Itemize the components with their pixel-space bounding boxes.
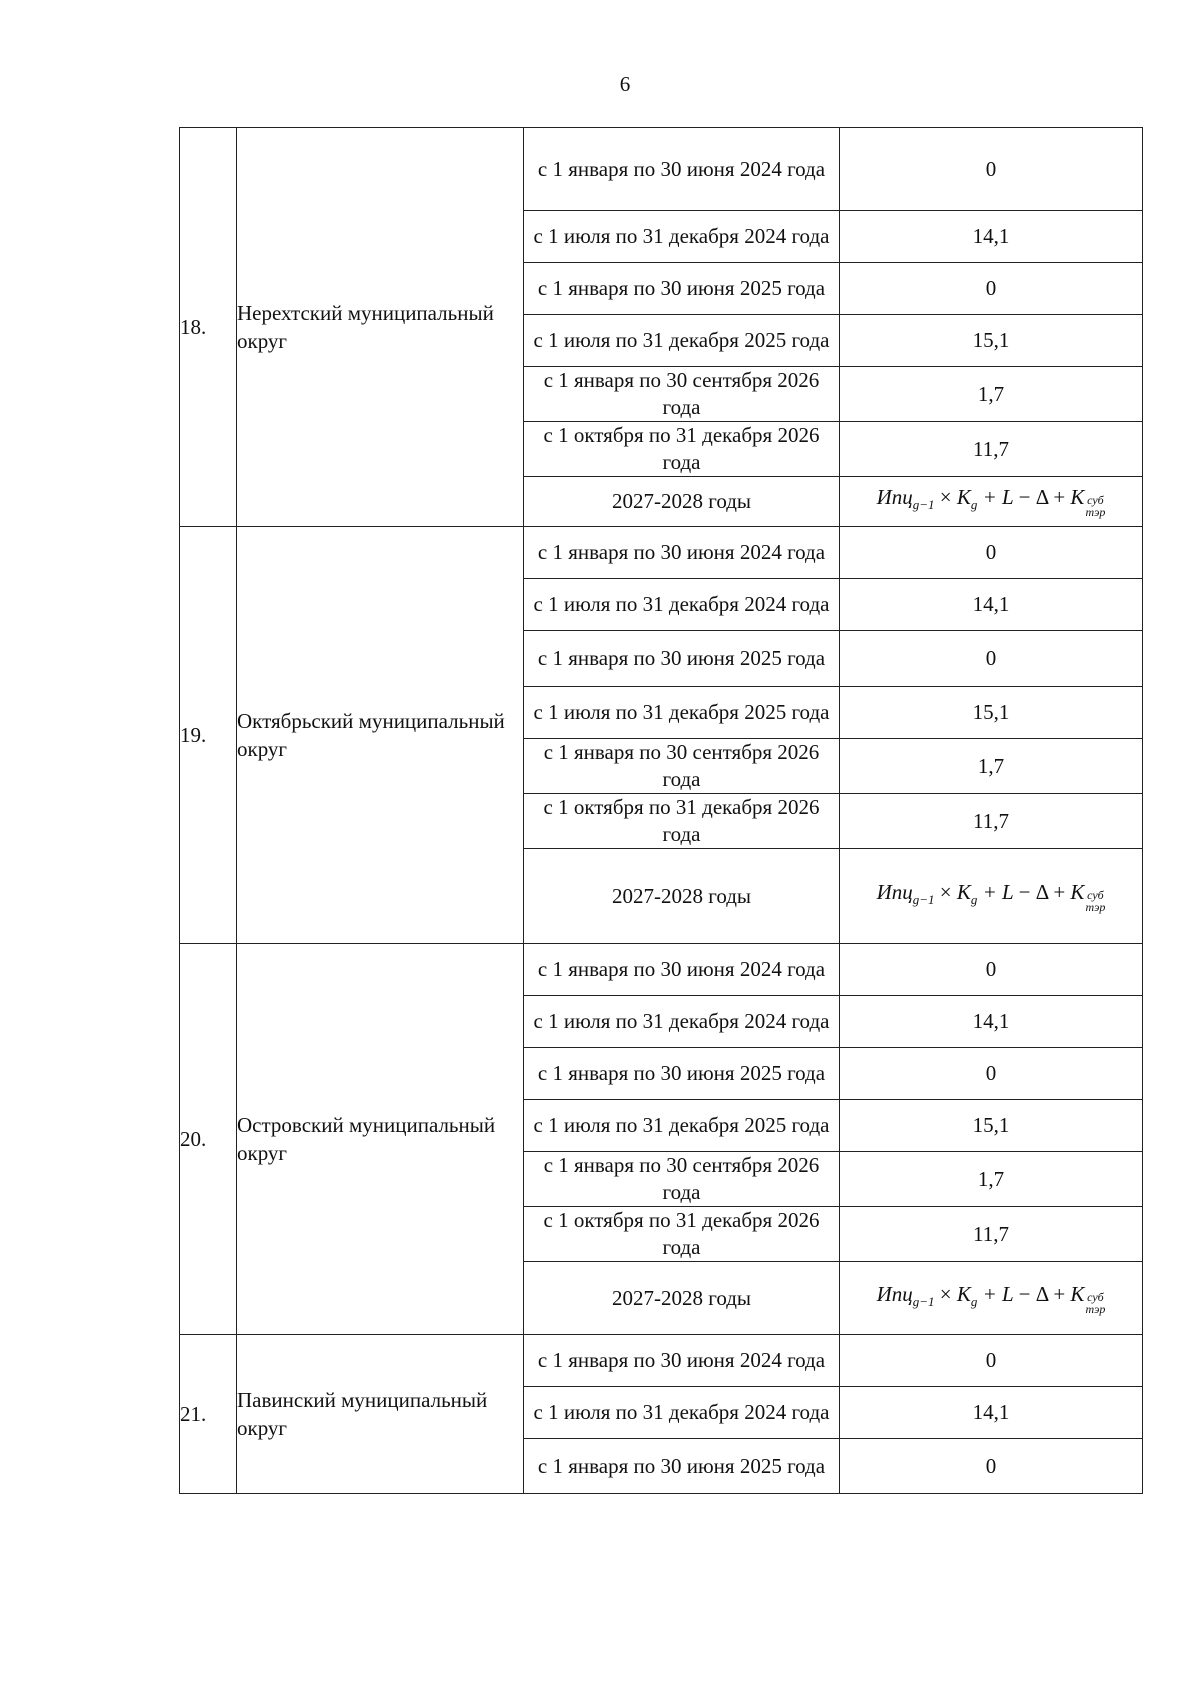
municipality-name: Нерехтский муниципальный округ [237,128,524,527]
period-cell: с 1 января по 30 сентября 2026 года [524,1152,840,1207]
value-cell: 11,7 [840,1207,1143,1262]
value-cell: 0 [840,1335,1143,1387]
period-cell: с 1 июля по 31 декабря 2024 года [524,996,840,1048]
period-cell: с 1 января по 30 июня 2025 года [524,263,840,315]
row-number: 20. [180,944,237,1335]
value-cell: 14,1 [840,211,1143,263]
value-cell: 15,1 [840,1100,1143,1152]
formula-cell [840,849,1143,944]
period-cell: 2027-2028 годы [524,1262,840,1335]
period-cell: с 1 июля по 31 декабря 2025 года [524,687,840,739]
municipality-name: Островский муниципальный округ [237,944,524,1335]
municipality-name: Октябрьский муниципальный округ [237,527,524,944]
value-cell: 0 [840,263,1143,315]
value-cell: 0 [840,1439,1143,1494]
value-cell: 1,7 [840,739,1143,794]
value-cell: 0 [840,128,1143,211]
value-cell: 1,7 [840,367,1143,422]
row-number: 18. [180,128,237,527]
subsidy-table [179,127,1143,1494]
formula-cell [840,477,1143,527]
formula: $Ипц_{g-1} \times K_g + L - \Delta + K$ суб тэр [876,485,1106,519]
table-row [180,128,1143,211]
value-cell: 0 [840,944,1143,996]
value-cell: 14,1 [840,579,1143,631]
period-cell: с 1 октября по 31 декабря 2026 года [524,422,840,477]
table-row [180,944,1143,996]
table-row [180,527,1143,579]
page-number: 6 [619,72,631,96]
period-cell: с 1 января по 30 июня 2025 года [524,1048,840,1100]
formula: $Ипц_{g-1} \times K_g + L - \Delta + K$ суб тэр [876,879,1106,914]
value-cell: 15,1 [840,315,1143,367]
formula-cell [840,1262,1143,1335]
table-row [180,1335,1143,1387]
period-cell: с 1 января по 30 июня 2025 года [524,1439,840,1494]
period-cell: с 1 октября по 31 декабря 2026 года [524,1207,840,1262]
period-cell: 2027-2028 годы [524,849,840,944]
row-number: 19. [180,527,237,944]
period-cell: с 1 июля по 31 декабря 2025 года [524,1100,840,1152]
period-cell: с 1 июля по 31 декабря 2025 года [524,315,840,367]
value-cell: 1,7 [840,1152,1143,1207]
value-cell: 0 [840,527,1143,579]
period-cell: с 1 октября по 31 декабря 2026 года [524,794,840,849]
value-cell: 0 [840,631,1143,687]
municipality-name: Павинский муниципальный округ [237,1335,524,1494]
value-cell: 0 [840,1048,1143,1100]
period-cell: с 1 января по 30 июня 2024 года [524,1335,840,1387]
value-cell: 14,1 [840,1387,1143,1439]
period-cell: с 1 января по 30 сентября 2026 года [524,367,840,422]
value-cell: 11,7 [840,422,1143,477]
formula: $Ипц_{g-1} \times K_g + L - \Delta + K$ суб тэр [876,1281,1106,1316]
period-cell: с 1 января по 30 июня 2025 года [524,631,840,687]
row-number: 21. [180,1335,237,1494]
period-cell: с 1 июля по 31 декабря 2024 года [524,1387,840,1439]
value-cell: 11,7 [840,794,1143,849]
value-cell: 15,1 [840,687,1143,739]
period-cell: 2027-2028 годы [524,477,840,527]
value-cell: 14,1 [840,996,1143,1048]
period-cell: с 1 июля по 31 декабря 2024 года [524,579,840,631]
period-cell: с 1 января по 30 июня 2024 года [524,944,840,996]
table-body [180,128,1143,1494]
period-cell: с 1 июля по 31 декабря 2024 года [524,211,840,263]
period-cell: с 1 января по 30 сентября 2026 года [524,739,840,794]
period-cell: с 1 января по 30 июня 2024 года [524,527,840,579]
period-cell: с 1 января по 30 июня 2024 года [524,128,840,211]
